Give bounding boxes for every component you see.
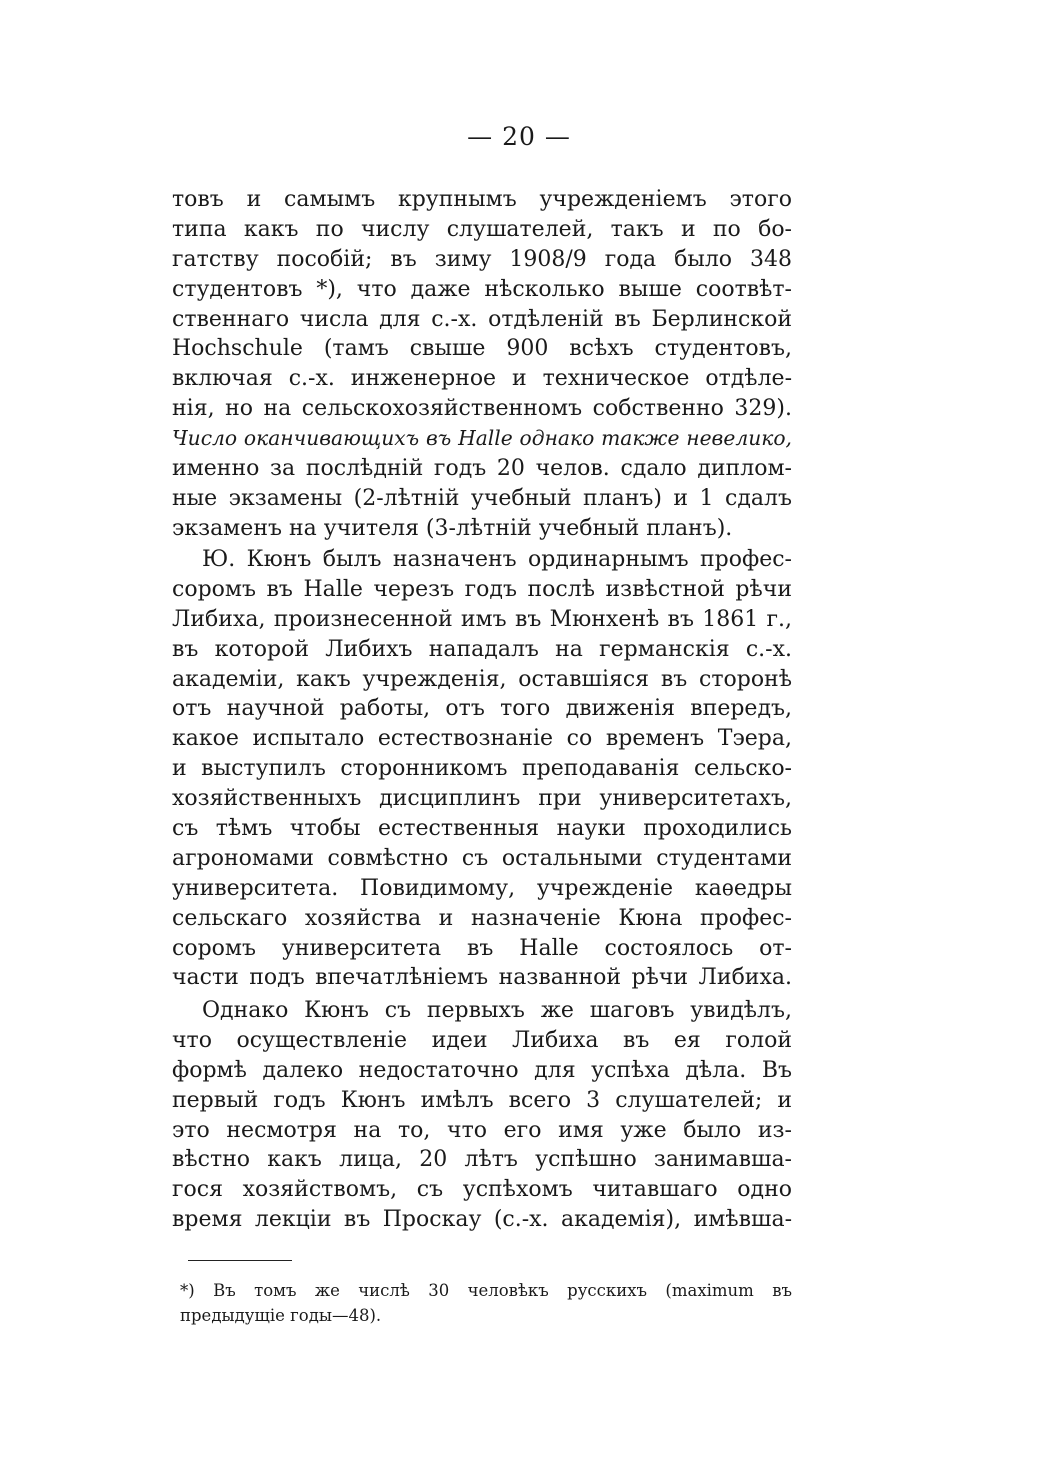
text-line: Ю. Кюнъ былъ назначенъ ординарнымъ профес- xyxy=(202,547,792,572)
footnote xyxy=(180,1278,792,1328)
text-line: академiи, какъ учрежденiя, оставшiяся въ сторонѣ xyxy=(172,666,792,692)
text-line: товъ и самымъ крупнымъ учрежденiемъ этого xyxy=(172,187,792,212)
text-line: гатству пособiй; въ зиму 1908/9 года было 348 xyxy=(172,246,792,272)
text-line: что осуществленiе идеи Либиха въ ея голой xyxy=(172,1027,792,1053)
text-line: нiя, но на сельскохозяйственномъ собственно 329). xyxy=(172,396,792,422)
text-line: экзаменъ на учителя (3-лѣтнiй учебный планъ). xyxy=(172,515,733,541)
text-line: агрономами совмѣстно съ остальными студентами xyxy=(172,845,792,871)
text-line: типа какъ по числу слушателей, такъ и по бо- xyxy=(172,216,792,242)
text-line: это несмотря на то, что его имя уже было из- xyxy=(172,1117,792,1143)
text-line: время лекцiи въ Проскау (с.-х. академiя), имѣвша- xyxy=(172,1207,792,1233)
text-line: ные экзамены (2-лѣтнiй учебный планъ) и 1 сдалъ xyxy=(172,485,792,511)
text-line: и выступилъ сторонникомъ преподаванiя сельско- xyxy=(172,756,792,782)
text-line: первый годъ Кюнъ имѣлъ всего 3 слушателей; и xyxy=(172,1087,792,1113)
footnote-divider xyxy=(188,1260,292,1261)
text-line: формѣ далеко недостаточно для успѣха дѣла. Въ xyxy=(172,1057,792,1083)
text-line: гося хозяйствомъ, съ успѣхомъ читавшаго одно xyxy=(172,1177,792,1203)
text-line: соромъ университета въ Halle состоялось от- xyxy=(172,935,792,961)
text-line: именно за послѣднiй годъ 20 челов. сдало диплом- xyxy=(172,456,792,482)
footnote-line: предыдущiе годы—48). xyxy=(180,1306,382,1325)
text-line: хозяйственныхъ дисциплинъ при университетахъ, xyxy=(172,786,792,812)
text-line: Hochschule (тамъ свыше 900 всѣхъ студентовъ, xyxy=(172,336,792,362)
text-line: университета. Повидимому, учрежденiе каѳедры xyxy=(172,875,792,901)
italic-text-line: Число оканчивающихъ въ Halle однако также невелико, xyxy=(172,426,792,451)
text-line: въ которой Либихъ нападалъ на германскiя с.-х. xyxy=(172,636,792,662)
text-line: студентовъ *), что даже нѣсколько выше соотвѣт- xyxy=(172,276,792,302)
text-line: части подъ впечатлѣнiемъ названной рѣчи Либиха. xyxy=(172,965,792,991)
text-line: включая с.-х. инженерное и техническое отдѣле- xyxy=(172,366,792,392)
text-line: отъ научной работы, отъ того движенiя впередъ, xyxy=(172,696,792,722)
text-line: ственнаго числа для с.-х. отдѣленiй въ Берлинской xyxy=(172,306,792,332)
text-line: сельскаго хозяйства и назначенiе Кюна профес- xyxy=(172,905,792,931)
text-line: какое испытало естествознанiе со временъ Тэера, xyxy=(172,726,792,752)
page-number: — 20 — xyxy=(467,122,571,151)
paragraph-1 xyxy=(172,185,792,544)
text-line: Либиха, произнесенной имъ въ Мюнхенѣ въ 1861 г., xyxy=(172,606,792,632)
text-line: съ тѣмъ чтобы естественныя науки проходились xyxy=(172,816,792,842)
paragraph-3 xyxy=(172,996,792,1235)
text-line: соромъ въ Halle черезъ годъ послѣ извѣстной рѣчи xyxy=(172,576,792,602)
paragraph-2 xyxy=(172,545,792,993)
footnote-line: *) Въ томъ же числѣ 30 человѣкъ русскихъ (maximum въ xyxy=(180,1281,792,1300)
text-line: вѣстно какъ лица, 20 лѣтъ успѣшно занимавша- xyxy=(172,1147,792,1173)
text-line: Однако Кюнъ съ первыхъ же шаговъ увидѣлъ, xyxy=(202,998,792,1023)
